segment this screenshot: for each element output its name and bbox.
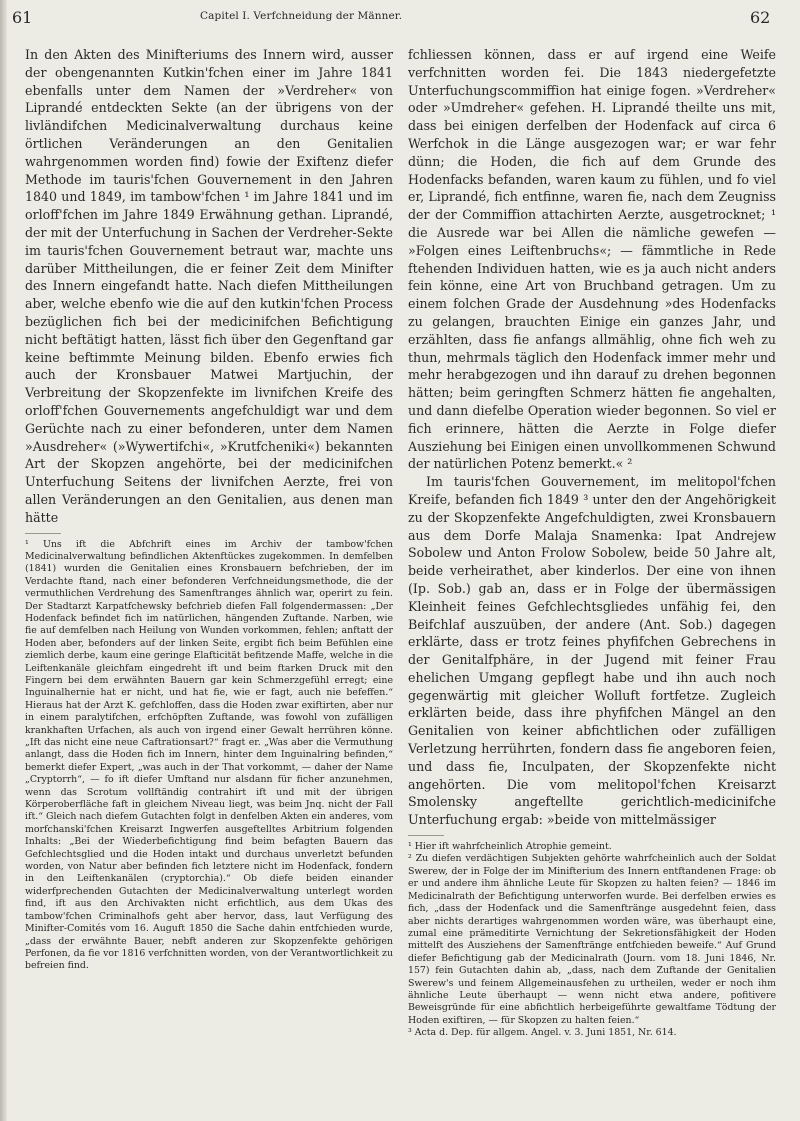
- left-column: [25, 46, 393, 973]
- page-gutter-shadow: [0, 0, 7, 1121]
- left-footnote-1: ¹ Uns ift die Abfchrift eines im Archiv der tambow'fchen Medicinalverwaltung befindlichen Aktenftückes zugekommen. In demfelben (1841) wurden die Genitalien eines Kronsbauern befchrieben, der im Verdachte ftand, nach einer befonderen Verfchneidungsmethode, die der vermuthlichen Verdrehung des Samenftranges ähnlich war, operirt zu fein. Der Stadtarzt Karpatfchewsky befchrieb diefen Fall folgendermassen: „Der Hodenfack befindet fich im natürlichen, hängenden Zuftande. Narben, wie fie auf demfelben nach Heilung von Wunden vorkommen, fehlen; anftatt der Hoden aber, befonders auf der linken Seite, ergibt fich beim Befühlen eine ziemlich derbe, kaum eine geringe Elafticität befitzende Maffe, welche in die Leiftenkanäle gleichfam eingedreht ift und beim ftarken Druck mit den Fingern bei dem erwähnten Bauern gar kein Schmerzgefühl erregt; eine Inguinalhernie hat er nicht, und hat fie, wie er fagt, auch nie befeffen.“ Hieraus hat der Arzt K. gefchloffen, dass die Hoden zwar exiftirten, aber nur in einem paralytifchen, erfchöpften Zuftande, was fowohl von zufälligen krankhaften Urfachen, als auch von irgend einer Gewalt herrühren könne. „Ift das nicht eine neue Caftrationsart?“ fragt er. „Was aber die Vermuthung anlangt, dass die Hoden fich im Innern, hinter dem Inguinalring befinden,“ bemerkt diefer Expert, „was auch in der That vorkommt, — daher der Name „Cryptorrh“, — fo ift diefer Umftand nur alsdann für ficher anzunehmen, wenn das Scrotum vollftändig contrahirt ift und mit der übrigen Körperoberfläche faft in gleichem Niveau liegt, was beim Jnq. nicht der Fall ift.“ Gleich nach diefem Gutachten folgt in denfelben Akten ein anderes, vom morfchanski'fchen Kreisarzt Ingwerfen ausgeftelltes Arbitrium folgenden Inhalts: „Bei der Wiederbefichtigung find beim befagten Bauern das Gefchlechtsglied und die Hoden intakt und durchaus unverletzt befunden worden, von Natur aber befinden fich letztere nicht im Hodenfack, fondern in den Leiftenkanälen (cryptorchia).“ Ob diefe beiden einander widerfprechenden Gutachten der Medicinalverwaltung unterlegt worden find, ift aus den Archivakten nicht erfichtlich, aus dem Ukas des tambow'fchen Criminalhofs geht aber hervor, dass, laut Verfügung des Minifter-Comités vom 16. Auguft 1850 die Sache dahin entfchieden wurde, „dass der erwähnte Bauer, nebft anderen zur Skopzenfekte gehörigen Perfonen, da fie vor 1816 verfchnitten worden, von der Verantwortlichkeit zu befreien find.: [25, 538, 393, 972]
- left-body-paragraph: In den Akten des Minifteriums des Innern wird, ausser der obengenannten Kutkin'fchen einer im Jahre 1841 ebenfalls unter dem Namen der »Verdreher« von Liprandé entdeckten Sekte (an der übrigens von der livländifchen Medicinalverwaltung durchaus keine örtlichen Veränderungen an den Genitalien wahrgenommen worden find) fowie der Exiftenz diefer Methode im tauris'fchen Gouvernement in den Jahren 1840 und 1849, im tambow'fchen ¹ im Jahre 1841 und im orloff'fchen im Jahre 1849 Erwähnung gethan. Liprandé, der mit der Unterfuchung in Sachen der Verdreher-Sekte im tauris'fchen Gouvernement betraut war, machte uns darüber Mittheilungen, die er feiner Zeit dem Minifter des Innern eingefandt hatte. Nach diefen Mittheilungen aber, welche ebenfo wie die auf den kutkin'fchen Process bezüglichen fich bei der medicinifchen Befichtigung nicht beftätigt hatten, lässt fich über den Gegenftand gar keine beftimmte Meinung bilden. Ebenfo erwies fich auch der Kronsbauer Matwei Martjuchin, der Verbreitung der Skopzenfekte im livnifchen Kreife des orloff'fchen Gouvernements angefchuldigt war und dem Gerüchte nach zu einer befonderen, unter dem Namen »Ausdreher« (»Wywertifchi«, »Krutfcheniki«) bekannten Art der Skopzen angehörte, bei der medicinifchen Unterfuchung Seitens der livnifchen Aerzte, frei von allen Veränderungen an den Genitalien, aus denen man hätte: [25, 47, 393, 525]
- right-body-paragraph-2: Im tauris'fchen Gouvernement, im melitopol'fchen Kreife, befanden fich 1849 ³ unter den der Angehörigkeit zu der Skopzenfekte Angefchuldigten, zwei Kronsbauern aus dem Dorfe Malaja Snamenka: Ipat Andrejew Sobolew und Anton Frolow Sobolew, beide 50 Jahre alt, beide verheirathet, aber kinderlos. Der eine von ihnen (Ip. Sob.) gab an, dass er in Folge der übermässigen Kleinheit feines Gefchlechtsgliedes unfähig fei, den Beifchlaf auszuüben, der andere (Ant. Sob.) dagegen erklärte, dass er trotz feines phyfifchen Gebrechens in der Genitalfphäre, in der Jugend mit feiner Frau ehelichen Umgang gepflegt habe und ihn auch noch gegenwärtig mit gleicher Wolluft fortfetze. Zugleich erklärten beide, dass ihre phyfifchen Mängel an den Genitalien von keiner abfichtlichen oder zufälligen Verletzung herrührten, fondern dass fie angeboren feien, und dass fie, Inculpaten, der Skopzenfekte nicht angehörten. Die vom melitopol'fchen Kreisarzt Smolensky angeftellte gerichtlich-medicinifche Unterfuchung ergab: »beide von mittelmässiger: [408, 474, 776, 828]
- left-page-number: 61: [12, 8, 33, 27]
- right-footnote-1: ¹ Hier ift wahrfcheinlich Atrophie gemeint.: [408, 841, 612, 853]
- right-body-paragraph-1: fchliessen können, dass er auf irgend eine Weife verfchnitten worden fei. Die 1843 niedergefetzte Unterfuchungscommiffion hat einige fogen. »Verdreher« oder »Umdreher« gefehen. H. Liprandé theilte uns mit, dass bei einigen derfelben der Hodenfack auf circa 6 Werfchok in die Länge ausgezogen war; er war fehr dünn; die Hoden, die fich auf dem Grunde des Hodenfacks befanden, waren kaum zu fühlen, und fo viel er, Liprandé, fich entfinne, waren fie, nach dem Zeugniss der der Commiffion attachirten Aerzte, ausgetrocknet; ¹ die Ausrede war bei Allen die nämliche gewefen — »Folgen eines Leiftenbruchs«; — fämmtliche in Rede ftehenden Individuen hatten, wie es ja auch nicht anders fein könne, eine Art von Bruchband getragen. Um zu einem folchen Grade der Ausdehnung »des Hodenfacks zu gelangen, brauchten Einige ein ganzes Jahr, und erzählten, dass fie anfangs allmählig, ohne fich weh zu thun, mehrmals täglich den Hodenfack immer mehr und mehr herabgezogen und ihn darauf zu drehen begonnen hätten; beim geringften Schmerz hätten fie angehalten, und dann diefelbe Operation wieder begonnen. So viel er fich erinnere, hätten die Aerzte in Folge diefer Ausziehung bei Einigen einen unvollkommenen Schwund der natürlichen Potenz bemerkt.« ²: [408, 47, 776, 472]
- running-title: Capitel I. Verfchneidung der Männer.: [200, 10, 403, 22]
- right-footnote-3: ³ Acta d. Dep. für allgem. Angel. v. 3. Juni 1851, Nr. 614.: [408, 1027, 677, 1039]
- right-column: [408, 46, 776, 1040]
- right-footnote-2: ² Zu diefen verdächtigen Subjekten gehörte wahrfcheinlich auch der Soldat Swerew, der in Folge der im Minifterium des Innern entftandenen Frage: ob er und andere ihm ähnliche Leute für Skopzen zu halten feien? — 1846 im Medicinalrath der Befichtigung unterworfen wurde. Bei derfelben erwies es fich, „dass der Hodenfack und die Samenftränge ausgedehnt feien, dass aber nichts derartiges wahrgenommen worden wäre, was überhaupt eine, zumal eine prämeditirte Vernichtung der Sekretionsfähigkeit der Hoden mittelft des Ausziehens der Samenftränge entfchieden beweife.“ Auf Grund diefer Befichtigung gab der Medicinalrath (Journ. vom 18. Juni 1846, Nr. 157) fein Gutachten dahin ab, „dass, nach dem Zuftande der Genitalien Swerew's und feinem Allgemeinausfehen zu urtheilen, weder er noch ihm ähnliche Leute überhaupt — wenn nicht etwa andere, pofitivere Beweisgründe für eine abfichtlich herbeigeführte gewaltfame Tödtung der Hoden exiftiren, — für Skopzen zu halten feien.“: [408, 853, 776, 1026]
- footnote-separator: [408, 835, 444, 836]
- footnote-separator: [25, 533, 61, 534]
- right-page-number: 62: [750, 8, 771, 27]
